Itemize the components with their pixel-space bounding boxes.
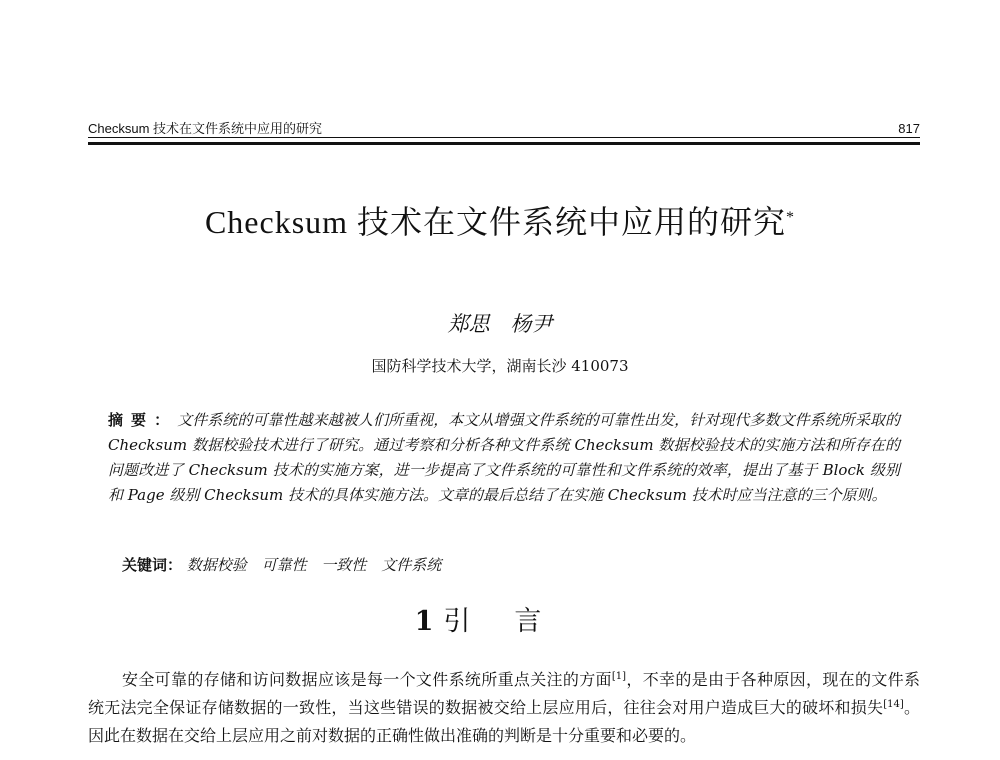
- section-title: 引言: [443, 606, 586, 637]
- body-text-part-1: 安全可靠的存储和访问数据应该是每一个文件系统所重点关注的方面: [122, 670, 612, 689]
- keyword: 一致性: [321, 556, 367, 574]
- section-number: 1: [414, 606, 434, 637]
- abstract-label: 摘要：: [108, 411, 178, 429]
- page-number: 817: [898, 121, 920, 136]
- paper-title: [0, 200, 1000, 244]
- body-text-part-2: ，不幸的是由于各种原因，现在的文件系统无法完全保证存储数据的一致性，当这些错误的数据被交给上层应用后，往往会对用户造成巨大的破坏和损失: [88, 670, 920, 717]
- citation-ref: [14]: [883, 699, 904, 710]
- keyword: 数据校验: [186, 556, 247, 574]
- abstract-text: 文件系统的可靠性越来越被人们所重视，本文从增强文件系统的可靠性出发，针对现代多数文件系统所采取的 Checksum 数据校验技术进行了研究。通过考察和分析各种文件系统 Checksum 数据校验技术的实施方法和所存在的问题改进了 Checksum 技术的实施方案，进一步提高了文件系统的可靠性和文件系统的效率，提出了基于 Block 级别和 Page 级别 Checksum 技术的具体实施方法。文章的最后总结了在实施 Checksum 技术时应当注意的三个原则。: [108, 411, 900, 504]
- title-footnote-mark: *: [786, 209, 796, 226]
- header-rule-thick: [88, 142, 920, 145]
- authors: 郑思 杨尹: [447, 312, 553, 336]
- keyword: 文件系统: [381, 556, 442, 574]
- running-header-title: Checksum 技术在文件系统中应用的研究: [88, 121, 323, 136]
- keywords-label: 关键词：: [122, 556, 183, 574]
- header-rule-thin: [88, 137, 920, 138]
- affiliation: 国防科学技术大学，湖南长沙 410073: [371, 357, 629, 375]
- abstract: [108, 408, 900, 508]
- section-heading: [0, 604, 1000, 640]
- paper-title-text: Checksum 技术在文件系统中应用的研究: [204, 204, 787, 240]
- running-header: [88, 120, 920, 142]
- citation-ref: [1]: [611, 671, 627, 682]
- keyword: 可靠性: [261, 556, 307, 574]
- body-text-part-3: 。因此在数据在交给上层应用之前对数据的正确性做出准确的判断是十分重要和必要的。: [88, 698, 920, 745]
- keywords: [122, 554, 902, 576]
- body-paragraph: [88, 666, 920, 750]
